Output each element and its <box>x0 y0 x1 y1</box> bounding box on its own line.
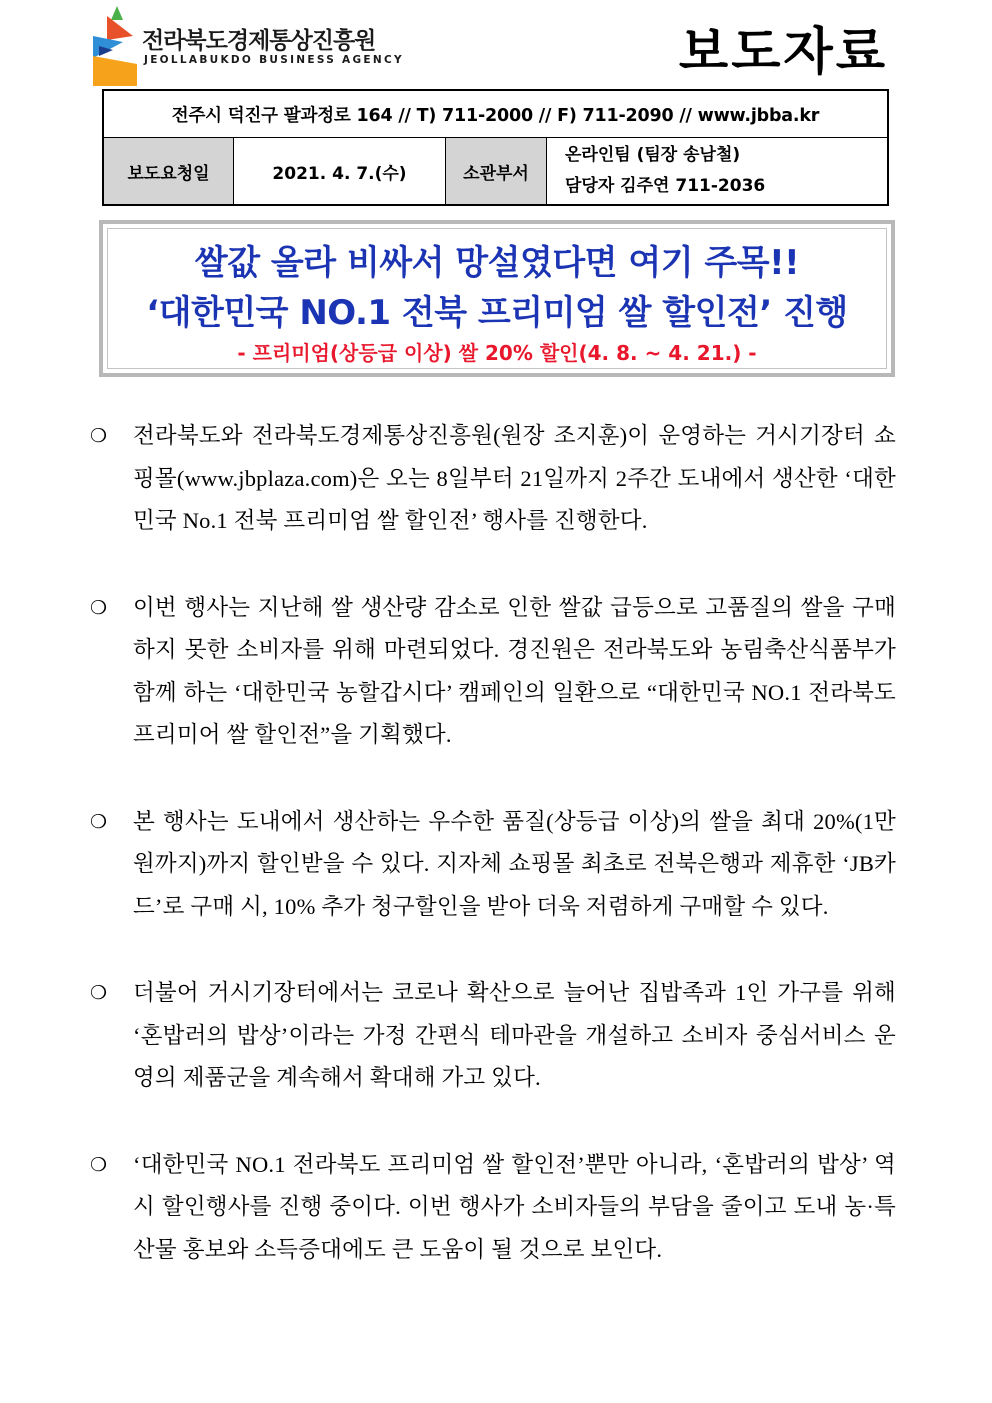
release-date-value: 2021. 4. 7.(수) <box>234 138 446 206</box>
headline-subtitle: - 프리미엄(상등급 이상) 쌀 20% 할인(4. 8. ~ 4. 21.) - <box>237 341 757 365</box>
release-date-label: 보도요청일 <box>103 138 234 206</box>
paragraph-text: ‘대한민국 NO.1 전라북도 프리미엄 쌀 할인전’뿐만 아니라, ‘혼밥러의 밥상’ 역시 할인행사를 진행 중이다. 이번 행사가 소비자들의 부담을 줄이고 도내 농·특산물 홍보와 소득증대에도 큰 도움이 될 것으로 보인다. <box>133 1151 896 1262</box>
bullet-circle-icon: ❍ <box>90 810 108 833</box>
org-name-english: JEOLLABUKDO BUSINESS AGENCY <box>144 54 404 66</box>
headline-box <box>99 220 895 377</box>
department-team: 온라인팀 (팀장 송남철) <box>565 145 741 165</box>
bullet-circle-icon: ❍ <box>90 1153 108 1176</box>
org-name-korean: 전라북도경제통상진흥원 <box>142 28 376 54</box>
department-label: 소관부서 <box>446 138 547 206</box>
paragraph-text: 이번 행사는 지난해 쌀 생산량 감소로 인한 쌀값 급등으로 고품질의 쌀을 구매하지 못한 소비자를 위해 마련되었다. 경진원은 전라북도와 농림축산식품부가 함께 하는 ‘대한민국 농할갑시다’ 캠페인의 일환으로 “대한민국 NO.1 전라북도 프리미어 쌀 할인전”을 기획했다. <box>133 594 896 747</box>
contact-info: 전주시 덕진구 팔과정로 164 // T) 711-2000 // F) 711-2090 // www.jbba.kr <box>103 90 888 138</box>
headline-line-1: 쌀값 올라 비싸서 망설였다면 여기 주목!! <box>194 243 800 283</box>
paragraph-text: 본 행사는 도내에서 생산하는 우수한 품질(상등급 이상)의 쌀을 최대 20%(1만원까지)까지 할인받을 수 있다. 지자체 쇼핑몰 최초로 전북은행과 제휴한 ‘JB카드’로 구매 시, 10% 추가 청구할인을 받아 더욱 저렴하게 구매할 수 있다. <box>133 808 896 919</box>
department-value <box>547 138 889 206</box>
department-contact: 담당자 김주연 711-2036 <box>565 176 766 196</box>
paragraph <box>90 587 896 757</box>
bullet-circle-icon: ❍ <box>90 982 108 1004</box>
paragraph <box>90 1144 896 1272</box>
article-body <box>90 415 896 1315</box>
headline-inner-border <box>107 228 887 369</box>
page-header <box>0 0 992 90</box>
headline-line-2: ‘대한민국 NO.1 전북 프리미엄 쌀 할인전’ 진행 <box>146 293 848 333</box>
paragraph-text: 더불어 거시기장터에서는 코로나 확산으로 늘어난 집밥족과 1인 가구를 위해 ‘혼밥러의 밥상’이라는 가정 간편식 테마관을 개설하고 소비자 중심서비스 운영의 제품군을 계속해서 확대해 가고 있다. <box>133 980 896 1090</box>
paragraph <box>90 801 896 929</box>
document-type-title: 보도자료 <box>678 23 888 82</box>
paragraph <box>90 972 896 1100</box>
press-info-table <box>102 89 889 206</box>
paragraph <box>90 415 896 543</box>
bullet-circle-icon: ❍ <box>90 596 108 619</box>
paragraph-text: 전라북도와 전라북도경제통상진흥원(원장 조지훈)이 운영하는 거시기장터 쇼핑몰(www.jbplaza.com)은 오는 8일부터 21일까지 2주간 도내에서 생산한 ‘대한민국 No.1 전북 프리미엄 쌀 할인전’ 행사를 진행한다. <box>133 423 896 533</box>
agency-logo-icon <box>93 6 141 86</box>
bullet-circle-icon: ❍ <box>90 425 108 447</box>
